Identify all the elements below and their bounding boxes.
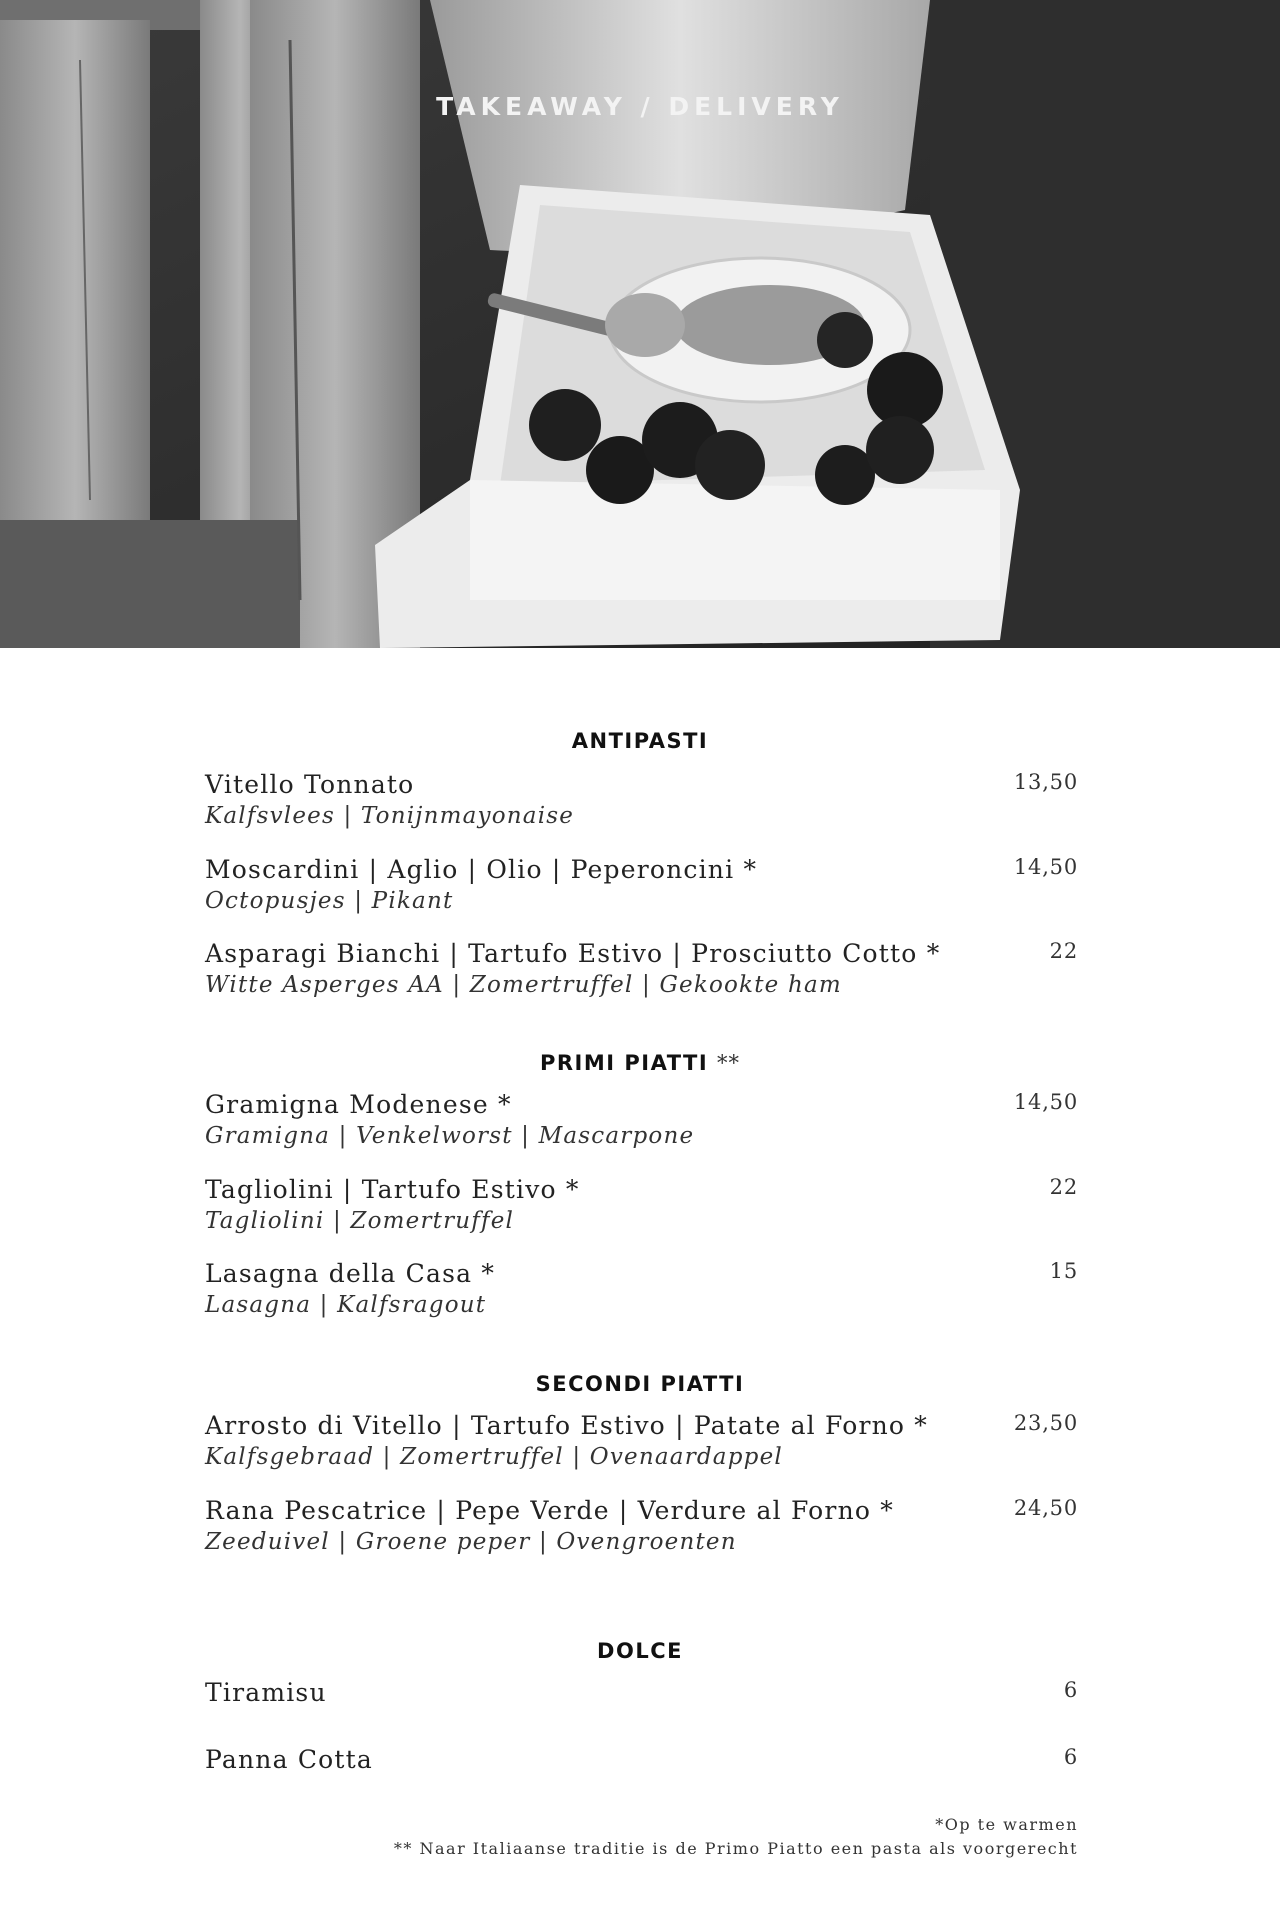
section-title-primi-piatti xyxy=(0,1051,1280,1075)
item-price: 13,50 xyxy=(1013,770,1078,794)
section-title-text: SECONDI PIATTI xyxy=(535,1372,745,1396)
item-price: 22 xyxy=(1049,1175,1078,1199)
item-price: 22 xyxy=(1049,939,1078,963)
item-description: Octopusjes | Pikant xyxy=(205,888,454,914)
item-description: Gramigna | Venkelworst | Mascarpone xyxy=(205,1123,695,1149)
item-price: 6 xyxy=(1063,1745,1078,1769)
footnote-primo-piatto: ** Naar Italiaanse traditie is de Primo Piatto een pasta als voorgerecht xyxy=(393,1839,1078,1858)
item-name: Lasagna della Casa * xyxy=(205,1259,496,1288)
section-title-text: DOLCE xyxy=(597,1639,683,1663)
item-price: 14,50 xyxy=(1013,855,1078,879)
menu-item xyxy=(205,1259,1078,1329)
item-description: Zeeduivel | Groene peper | Ovengroenten xyxy=(205,1529,737,1555)
item-name: Asparagi Bianchi | Tartufo Estivo | Prosciutto Cotto * xyxy=(205,939,941,968)
item-price: 14,50 xyxy=(1013,1090,1078,1114)
item-name: Rana Pescatrice | Pepe Verde | Verdure al Forno * xyxy=(205,1496,894,1525)
footnote-reheat: *Op te warmen xyxy=(935,1815,1078,1834)
item-description: Kalfsgebraad | Zomertruffel | Ovenaardappel xyxy=(205,1444,783,1470)
item-price: 15 xyxy=(1049,1259,1078,1283)
item-description: Witte Asperges AA | Zomertruffel | Gekookte ham xyxy=(205,972,842,998)
item-name: Arrosto di Vitello | Tartufo Estivo | Patate al Forno * xyxy=(205,1411,929,1440)
item-name: Vitello Tonnato xyxy=(205,770,415,799)
section-title-text: ANTIPASTI xyxy=(571,729,709,753)
menu-item xyxy=(205,939,1078,1009)
item-name: Gramigna Modenese * xyxy=(205,1090,512,1119)
menu-item xyxy=(205,1090,1078,1160)
section-title-suffix: ** xyxy=(716,1051,740,1075)
menu-item xyxy=(205,770,1078,840)
item-description: Tagliolini | Zomertruffel xyxy=(205,1208,515,1234)
hero-photo xyxy=(0,0,1280,648)
item-name: Panna Cotta xyxy=(205,1745,374,1774)
page-title: TAKEAWAY / DELIVERY xyxy=(436,92,844,121)
item-description: Lasagna | Kalfsragout xyxy=(205,1292,487,1318)
item-price: 23,50 xyxy=(1013,1411,1078,1435)
item-name: Tiramisu xyxy=(205,1678,327,1707)
menu-item xyxy=(205,1745,1078,1781)
item-name: Moscardini | Aglio | Olio | Peperoncini * xyxy=(205,855,758,884)
item-description: Kalfsvlees | Tonijnmayonaise xyxy=(205,803,575,829)
menu-item xyxy=(205,1175,1078,1245)
menu-item xyxy=(205,855,1078,925)
menu-item xyxy=(205,1411,1078,1481)
section-title-antipasti xyxy=(0,729,1280,753)
item-price: 6 xyxy=(1063,1678,1078,1702)
menu-item xyxy=(205,1496,1078,1566)
section-title-text: PRIMI PIATTI xyxy=(540,1051,709,1075)
item-price: 24,50 xyxy=(1013,1496,1078,1520)
section-title-secondi-piatti xyxy=(0,1372,1280,1396)
item-name: Tagliolini | Tartufo Estivo * xyxy=(205,1175,580,1204)
section-title-dolce xyxy=(0,1639,1280,1663)
menu-item xyxy=(205,1678,1078,1714)
